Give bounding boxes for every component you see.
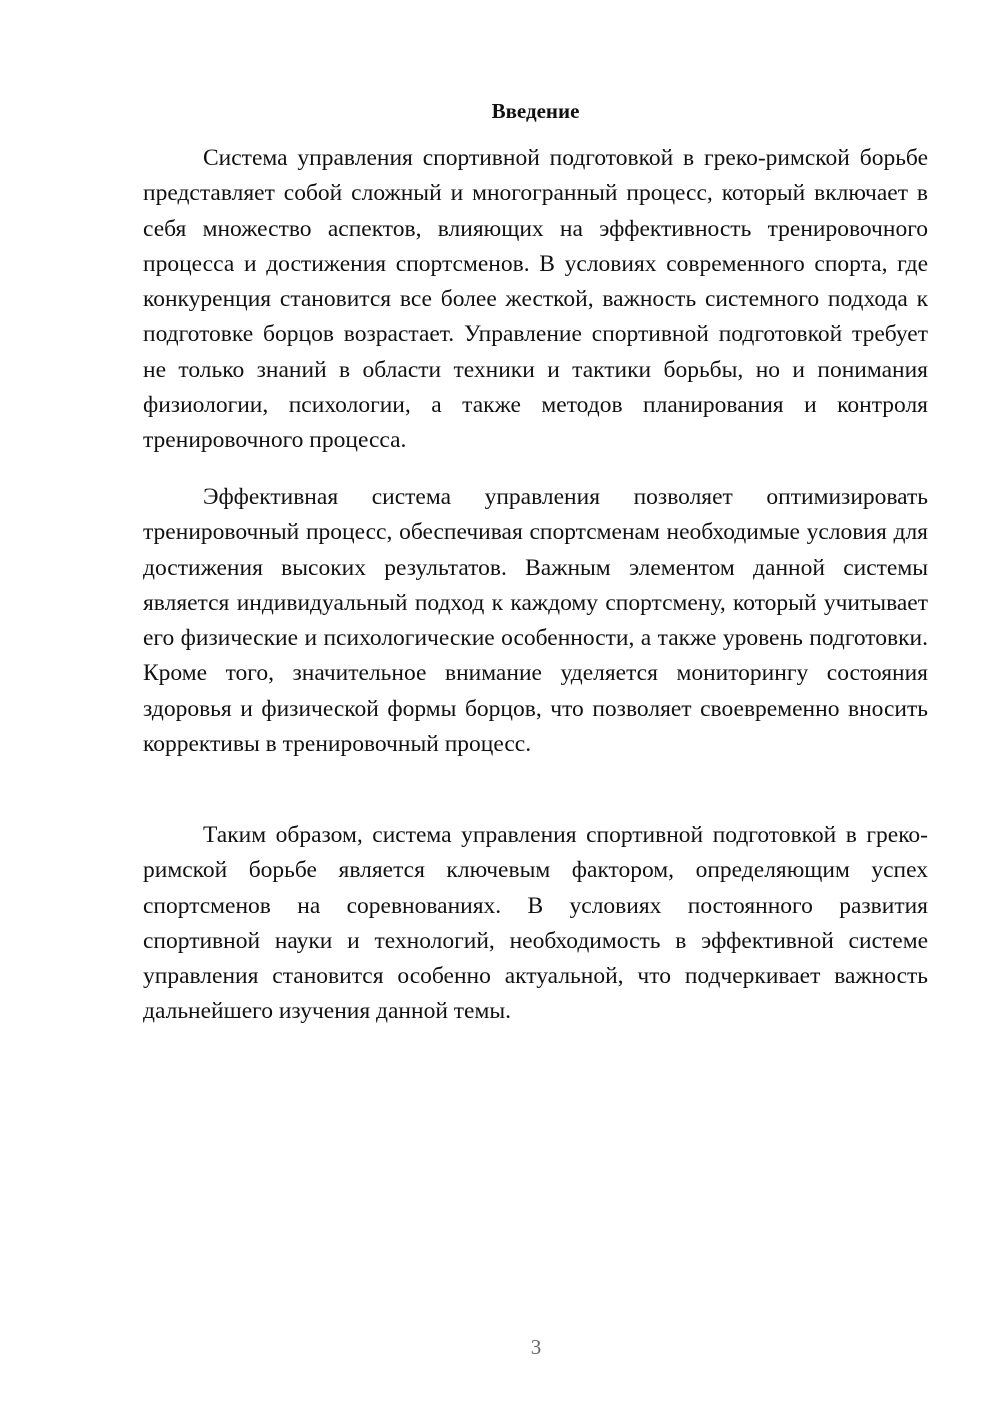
paragraph-2: Эффективная система управления позволяет оптимизировать тренировочный процесс, обеспечивая спортсменам необходимые условия для достижения высоких результатов. Важным элементом данной системы является индивидуальный подход к каждому спортсмену, который учитывает его физические и психологические особенности, а также уровень подготовки. Кроме того, значительное внимание уделяется мониторингу состояния здоровья и физической формы борцов, что позволяет своевременно вносить коррективы в тренировочный процесс. <box>143 484 928 758</box>
paragraph-1: Система управления спортивной подготовкой в греко-римской борьбе представляет собой сложный и многогранный процесс, который включает в себя множество аспектов, влияющих на эффективность тренировочного процесса и достижения спортсменов. В условиях современного спорта, где конкуренция становится все более жесткой, важность системного подхода к подготовке борцов возрастает. Управление спортивной подготовкой требует не только знаний в области техники и тактики борьбы, но и понимания физиологии, психологии, а также методов планирования и контроля тренировочного процесса. <box>143 145 928 454</box>
page-number: 3 <box>530 1335 542 1359</box>
page-title: Введение <box>491 99 580 123</box>
paragraph-3: Таким образом, система управления спортивной подготовкой в греко-римской борьбе является ключевым фактором, определяющим успех спортсменов на соревнованиях. В условиях постоянного развития спортивной науки и технологий, необходимость в эффективной системе управления становится особенно актуальной, что подчеркивает важность дальнейшего изучения данной темы. <box>143 822 928 1025</box>
